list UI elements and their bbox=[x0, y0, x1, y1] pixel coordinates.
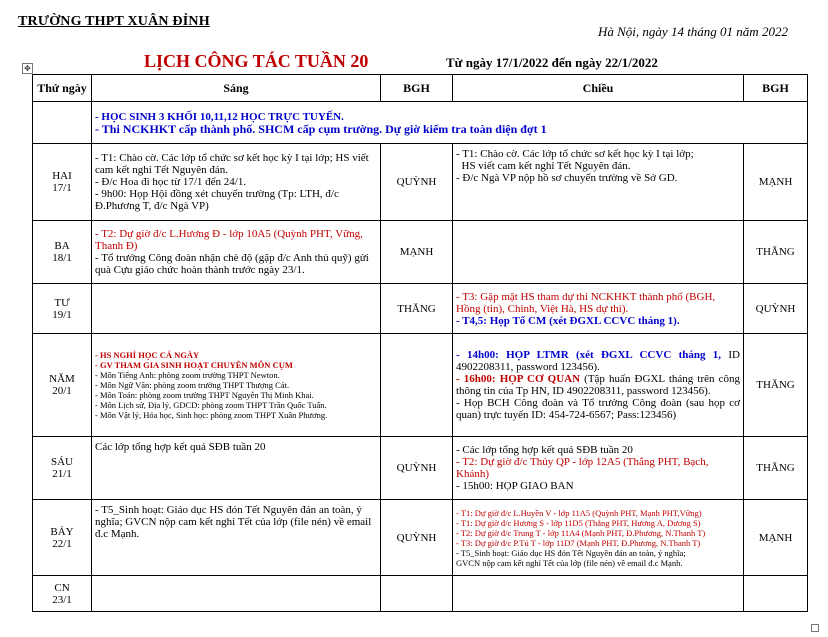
bgh-afternoon-cell: THĂNG bbox=[744, 334, 808, 437]
morning-item: - T2: Dự giờ đ/c L.Hương Đ - lớp 10A5 (Quỳnh PHT, Vững, Thanh Đ) bbox=[95, 228, 363, 252]
day-cell bbox=[33, 221, 92, 284]
day-date: 20/1 bbox=[52, 385, 72, 397]
table-row bbox=[33, 284, 808, 334]
bgh-morning-cell bbox=[381, 334, 453, 437]
day-name: SÁU bbox=[50, 456, 73, 468]
bgh-afternoon-cell bbox=[744, 576, 808, 612]
day-date: 19/1 bbox=[52, 308, 72, 321]
morning-item: - T5_Sinh hoạt: Giáo dục HS đón Tết Nguyên đán an toàn, ý nghĩa; GVCN nộp cam kết nghỉ Tết của lớp (file nén) về email đ.c Mạnh. bbox=[95, 504, 372, 540]
document-date: Hà Nội, ngày 14 tháng 01 năm 2022 bbox=[598, 24, 788, 39]
afternoon-item: - 15h00: HỌP GIAO BAN bbox=[456, 480, 574, 492]
afternoon-item bbox=[456, 349, 740, 373]
afternoon-item: - T2: Dự giờ đ/c Thủy QP - lớp 12A5 (Thắng PHT, Bạch, Khánh) bbox=[456, 456, 709, 480]
morning-item: - Môn Tiếng Anh: phòng zoom trường THPT Newton. bbox=[95, 370, 280, 380]
afternoon-item: - T1: Dự giờ đ/c L.Huyền V - lớp 11A5 (Quỳnh PHT, Mạnh PHT,Vững) bbox=[456, 507, 702, 518]
bgh-afternoon-cell: THĂNG bbox=[744, 437, 808, 500]
morning-cell bbox=[92, 221, 381, 284]
table-row bbox=[33, 334, 808, 437]
bgh-morning-cell: MẠNH bbox=[381, 221, 453, 284]
col-header-bgh-afternoon: BGH bbox=[744, 75, 808, 102]
notice-cell bbox=[92, 102, 808, 144]
morning-item: - Môn Toán: phòng zoom trường THPT Nguyễn Thị Minh Khai. bbox=[95, 390, 314, 400]
bgh-morning-cell: QUỲNH bbox=[381, 500, 453, 576]
day-date: 17/1 bbox=[52, 182, 72, 194]
morning-cell bbox=[92, 500, 381, 576]
afternoon-item: - T1: Chào cờ. Các lớp tổ chức sơ kết học kỳ I tại lớp; bbox=[456, 148, 694, 160]
afternoon-cell bbox=[453, 221, 744, 284]
morning-cell bbox=[92, 437, 381, 500]
afternoon-item: - T1: Dự giờ đ/c Hương S - lớp 11D5 (Thắng PHT, Hương A, Dương S) bbox=[456, 517, 701, 528]
afternoon-item-detail: ID 4902208311, password 123456). bbox=[456, 349, 740, 373]
bgh-morning-cell: QUỲNH bbox=[381, 144, 453, 221]
table-row bbox=[33, 500, 808, 576]
day-date: 22/1 bbox=[52, 537, 72, 550]
col-header-afternoon: Chiều bbox=[453, 75, 744, 102]
day-date: 23/1 bbox=[52, 593, 72, 606]
afternoon-item-title: - 16h00: HỌP CƠ QUAN bbox=[456, 373, 581, 385]
afternoon-item: - T4,5: Họp Tổ CM (xét ĐGXL CCVC tháng 1). bbox=[456, 314, 680, 327]
day-name: TƯ bbox=[54, 296, 70, 309]
day-name: BA bbox=[54, 240, 70, 252]
morning-cell bbox=[92, 284, 381, 334]
notice-line: - HỌC SINH 3 KHỐI 10,11,12 HỌC TRỰC TUYẾN. bbox=[95, 110, 344, 123]
afternoon-item: - Đ/c Ngà VP nộp hồ sơ chuyển trường về Sở GD. bbox=[456, 172, 678, 184]
bgh-afternoon-cell: MẠNH bbox=[744, 500, 808, 576]
school-name: TRƯỜNG THPT XUÂN ĐỈNH bbox=[18, 14, 210, 29]
afternoon-item: GVCN nộp cam kết nghỉ Tết của lớp (file nén) về email đ.c Mạnh. bbox=[456, 557, 683, 568]
morning-item: - Môn Ngữ Văn: phòng zoom trường THPT Thượng Cát. bbox=[95, 380, 290, 390]
morning-item: - GV THAM GIA SINH HOẠT CHUYÊN MÔN CỤM bbox=[95, 360, 293, 370]
schedule-table bbox=[32, 74, 808, 612]
afternoon-cell bbox=[453, 334, 744, 437]
afternoon-item: - T5_Sinh hoạt: Giáo dục HS đón Tết Nguyên đán an toàn, ý nghĩa; bbox=[456, 547, 686, 558]
table-resize-handle[interactable] bbox=[811, 624, 819, 632]
afternoon-item bbox=[456, 373, 740, 397]
page-title: LỊCH CÔNG TÁC TUẦN 20 bbox=[144, 51, 369, 71]
bgh-morning-cell bbox=[381, 576, 453, 612]
afternoon-item: - Các lớp tổng hợp kết quả SĐB tuần 20 bbox=[456, 444, 633, 456]
bgh-morning-cell: THĂNG bbox=[381, 284, 453, 334]
morning-item: - Môn Vật lý, Hóa học, Sinh học: phòng zoom THPT Xuân Phương. bbox=[95, 410, 328, 420]
day-name: NĂM bbox=[49, 373, 75, 385]
morning-item: - Đ/c Hoa đi học từ 17/1 đến 24/1. bbox=[95, 176, 247, 188]
afternoon-item-detail: (Tập huấn ĐGXL tháng trên công thông tin của Tp HN, ID 4902208311, password 123456). bbox=[456, 373, 740, 397]
col-header-bgh-morning: BGH bbox=[381, 75, 453, 102]
day-date: 21/1 bbox=[52, 468, 72, 480]
bgh-afternoon-cell: THĂNG bbox=[744, 221, 808, 284]
table-row bbox=[33, 437, 808, 500]
col-header-morning: Sáng bbox=[92, 75, 381, 102]
morning-item: - Môn Lịch sử, Địa lý, GDCD: phòng zoom THPT Trần Quốc Tuấn. bbox=[95, 400, 327, 410]
afternoon-item: - T3: Dự giờ đ/c P.Tú T - lớp 11D7 (Mạnh PHT, Đ.Phương, N.Thanh T) bbox=[456, 537, 701, 548]
afternoon-item: HS viết cam kết nghỉ Tết Nguyên đán. bbox=[456, 160, 631, 172]
morning-item: - 9h00: Họp Hội đồng xét chuyển trường (Tp: LTH, đ/c Đ.Phương T, đ/c Ngà VP) bbox=[95, 188, 339, 212]
morning-cell bbox=[92, 576, 381, 612]
afternoon-cell bbox=[453, 576, 744, 612]
table-move-handle-icon[interactable]: ✥ bbox=[22, 63, 33, 74]
afternoon-cell bbox=[453, 500, 744, 576]
morning-item: - HS NGHỈ HỌC CẢ NGÀY bbox=[95, 350, 200, 360]
day-cell bbox=[33, 284, 92, 334]
morning-item: Các lớp tổng hợp kết quả SĐB tuần 20 bbox=[95, 441, 266, 453]
col-header-day: Thứ ngày bbox=[33, 75, 92, 102]
day-cell bbox=[33, 576, 92, 612]
afternoon-item-title: - 14h00: HỌP LTMR (xét ĐGXL CCVC tháng 1, bbox=[456, 349, 722, 361]
day-cell bbox=[33, 500, 92, 576]
header-row bbox=[33, 75, 808, 102]
notice-day-empty bbox=[33, 102, 92, 144]
morning-cell bbox=[92, 334, 381, 437]
day-cell bbox=[33, 334, 92, 437]
afternoon-item: - T3: Gặp mặt HS tham dự thi NCKHKT thành phố (BGH, Hồng (tin), Chinh, Việt Hà, HS dự thi). bbox=[456, 290, 716, 315]
day-name: BẢY bbox=[50, 525, 74, 538]
afternoon-item: - T2: Dự giờ đ/c Trung T - lớp 11A4 (Mạnh PHT, Đ.Phương, N.Thanh T) bbox=[456, 527, 706, 538]
bgh-afternoon-cell: MẠNH bbox=[744, 144, 808, 221]
morning-cell bbox=[92, 144, 381, 221]
day-date: 18/1 bbox=[52, 252, 72, 264]
day-cell bbox=[33, 437, 92, 500]
afternoon-cell bbox=[453, 144, 744, 221]
afternoon-cell bbox=[453, 437, 744, 500]
notice-line: - Thi NCKHKT cấp thành phố. SHCM cấp cụm trường. Dự giờ kiểm tra toàn diện đợt 1 bbox=[95, 121, 547, 136]
afternoon-cell bbox=[453, 284, 744, 334]
morning-item: - Tổ trưởng Công đoàn nhận chè độ (gặp đ/c Anh thủ quỹ) gửi quà Cựu giáo chức hoàn thành trước ngày 23/1. bbox=[95, 252, 369, 276]
table-row bbox=[33, 576, 808, 612]
notice-row bbox=[33, 102, 808, 144]
morning-item: - T1: Chào cờ. Các lớp tổ chức sơ kết học kỳ I tại lớp; HS viết cam kết nghỉ Tết Nguyên đán. bbox=[95, 152, 369, 176]
table-row bbox=[33, 144, 808, 221]
bgh-afternoon-cell: QUỲNH bbox=[744, 284, 808, 334]
day-cell bbox=[33, 144, 92, 221]
day-name: CN bbox=[54, 581, 70, 594]
date-range: Từ ngày 17/1/2022 đến ngày 22/1/2022 bbox=[446, 55, 658, 70]
day-name: HAI bbox=[52, 170, 72, 182]
bgh-morning-cell: QUỲNH bbox=[381, 437, 453, 500]
table-row bbox=[33, 221, 808, 284]
afternoon-item: - Họp BCH Công đoàn và Tổ trưởng Công đoàn (sau họp cơ quan) trực tuyến ID: 454-724-6567; Pass:123456) bbox=[456, 397, 740, 421]
